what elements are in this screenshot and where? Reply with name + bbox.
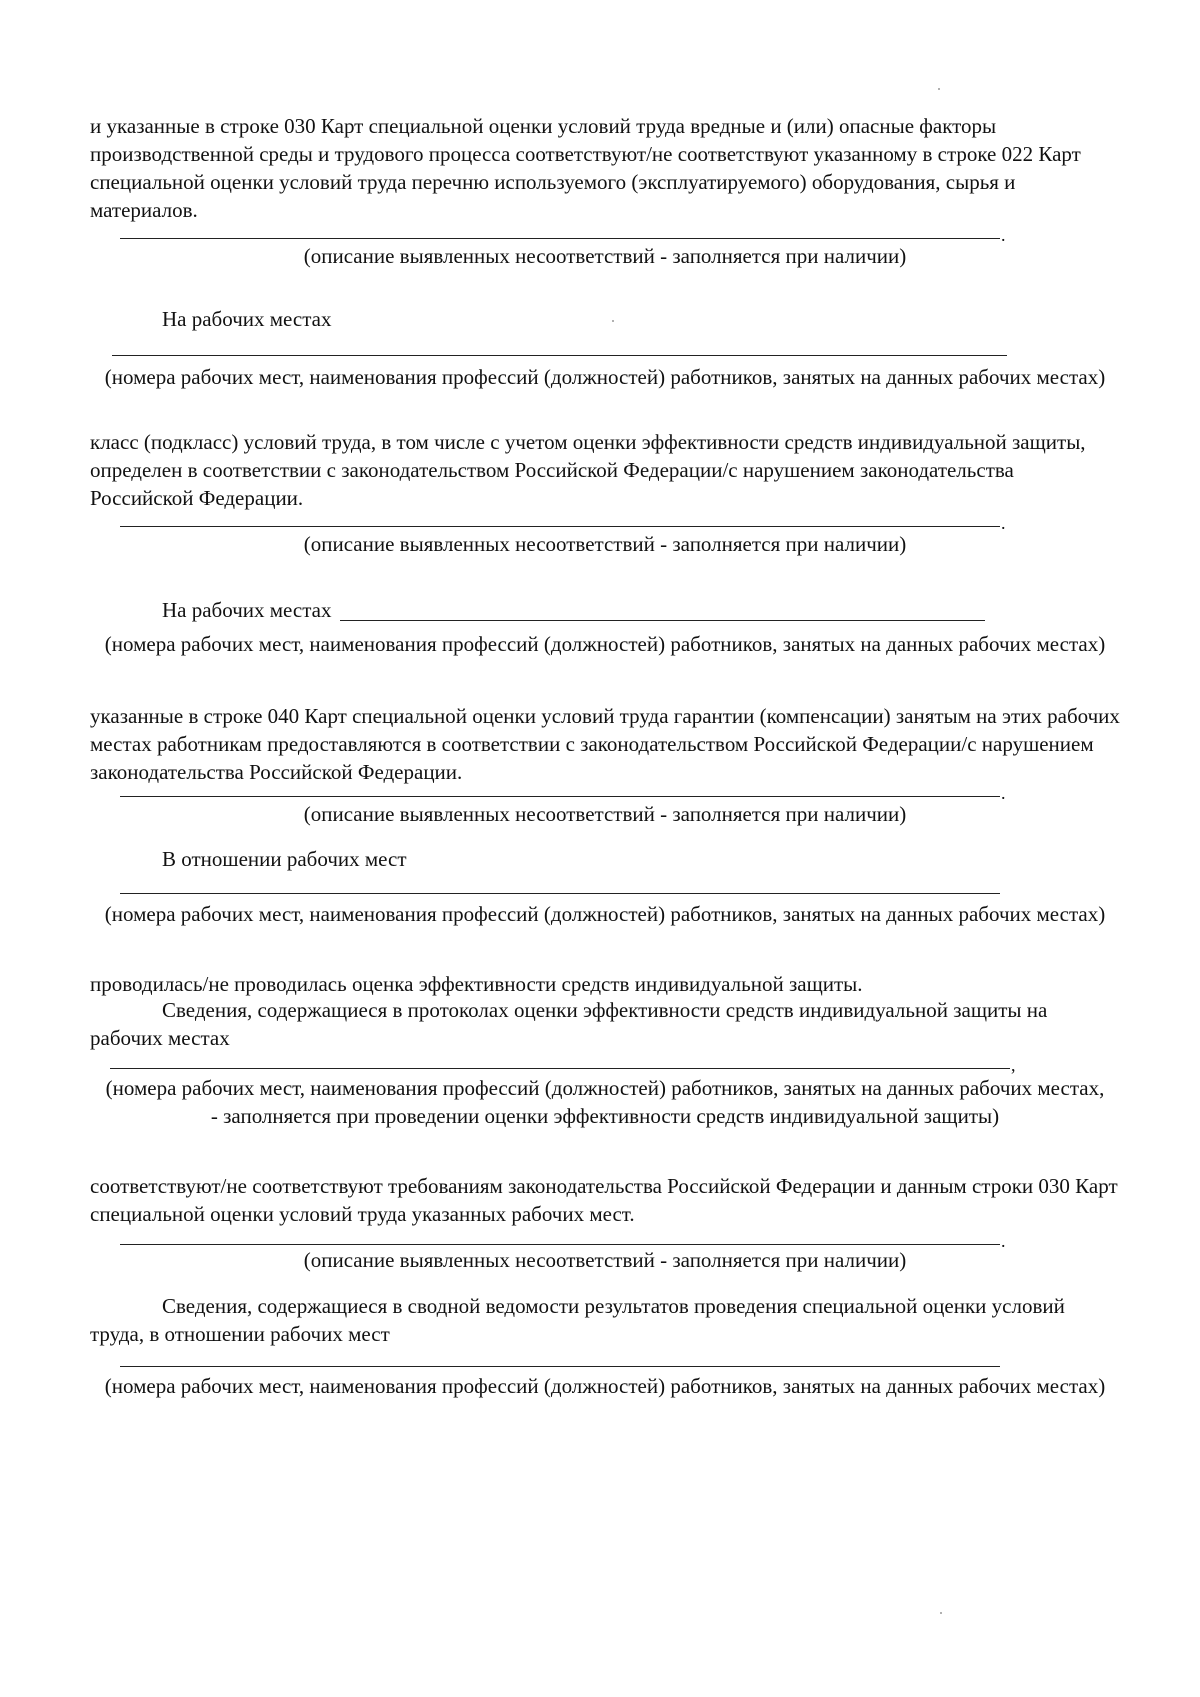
fill-line [120, 893, 1000, 894]
label-regarding-workplaces: В отношении рабочих мест [162, 847, 407, 871]
caption-workplaces-ppe: (номера рабочих мест, наименования профессий (должностей) работников, занятых на данных рабочих местах, - заполняется при проведении оценки эффективности средств индивидуальной защиты) [105, 1076, 1105, 1128]
caption-discrepancies: (описание выявленных несоответствий - заполняется при наличии) [303, 802, 907, 826]
paragraph-ppe-conformity: соответствуют/не соответствуют требованиям законодательства Российской Федерации и данным строки 030 Карт специальной оценки условий труда указанных рабочих мест. [90, 1174, 1118, 1226]
fill-line [120, 238, 1000, 239]
fill-line [120, 1366, 1000, 1367]
fill-line [110, 1068, 1010, 1069]
caption-workplaces: (номера рабочих мест, наименования профессий (должностей) работников, занятых на данных рабочих местах) [104, 632, 1106, 656]
paragraph-ppe-protocols: Сведения, содержащиеся в протоколах оценки эффективности средств индивидуальной защиты на рабочих местах [90, 998, 1048, 1050]
fill-line [112, 355, 1007, 356]
fill-line [120, 796, 1000, 797]
scan-speck [612, 320, 614, 322]
caption-discrepancies: (описание выявленных несоответствий - заполняется при наличии) [303, 532, 907, 556]
line-end-mark: . [1001, 783, 1006, 803]
fill-line [120, 1244, 1000, 1245]
line-end-mark: , [1011, 1055, 1016, 1075]
caption-discrepancies: (описание выявленных несоответствий - заполняется при наличии) [303, 1248, 907, 1272]
line-end-mark: . [1001, 513, 1006, 533]
caption-workplaces: (номера рабочих мест, наименования профессий (должностей) работников, занятых на данных рабочих местах) [104, 1374, 1106, 1398]
paragraph-class: класс (подкласс) условий труда, в том числе с учетом оценки эффективности средств индивидуальной защиты, определен в соответствии с законодательством Российской Федерации/с нарушением законодательства Российской Федерации. [90, 430, 1086, 510]
paragraph-line-040: указанные в строке 040 Карт специальной оценки условий труда гарантии (компенсации) занятым на этих рабочих местах работникам предоставляются в соответствии с законодательством Российской Федерации/с нарушением законодательства Российской Федерации. [90, 704, 1120, 784]
paragraph-summary: Сведения, содержащиеся в сводной ведомости результатов проведения специальной оценки условий труда, в отношении рабочих мест [90, 1294, 1065, 1346]
label-on-workplaces: На рабочих местах [162, 598, 332, 622]
scan-speck [940, 1612, 942, 1614]
caption-workplaces: (номера рабочих мест, наименования профессий (должностей) работников, занятых на данных рабочих местах) [104, 365, 1106, 389]
fill-line [120, 526, 1000, 527]
caption-discrepancies: (описание выявленных несоответствий - заполняется при наличии) [303, 244, 907, 268]
paragraph-ppe-done: проводилась/не проводилась оценка эффективности средств индивидуальной защиты. [90, 972, 863, 996]
line-end-mark: . [1001, 225, 1006, 245]
fill-line [340, 620, 985, 621]
label-on-workplaces: На рабочих местах [162, 307, 332, 331]
line-end-mark: . [1001, 1231, 1006, 1251]
caption-workplaces: (номера рабочих мест, наименования профессий (должностей) работников, занятых на данных рабочих местах) [104, 902, 1106, 926]
scan-speck [938, 88, 940, 90]
paragraph-line-030: и указанные в строке 030 Карт специальной оценки условий труда вредные и (или) опасные факторы производственной среды и трудового процесса соответствуют/не соответствуют указанному в строке 022 Карт специальной оценки условий труда перечню используемого (эксплуатируемого) оборудования, сырья и материалов. [90, 114, 1081, 222]
